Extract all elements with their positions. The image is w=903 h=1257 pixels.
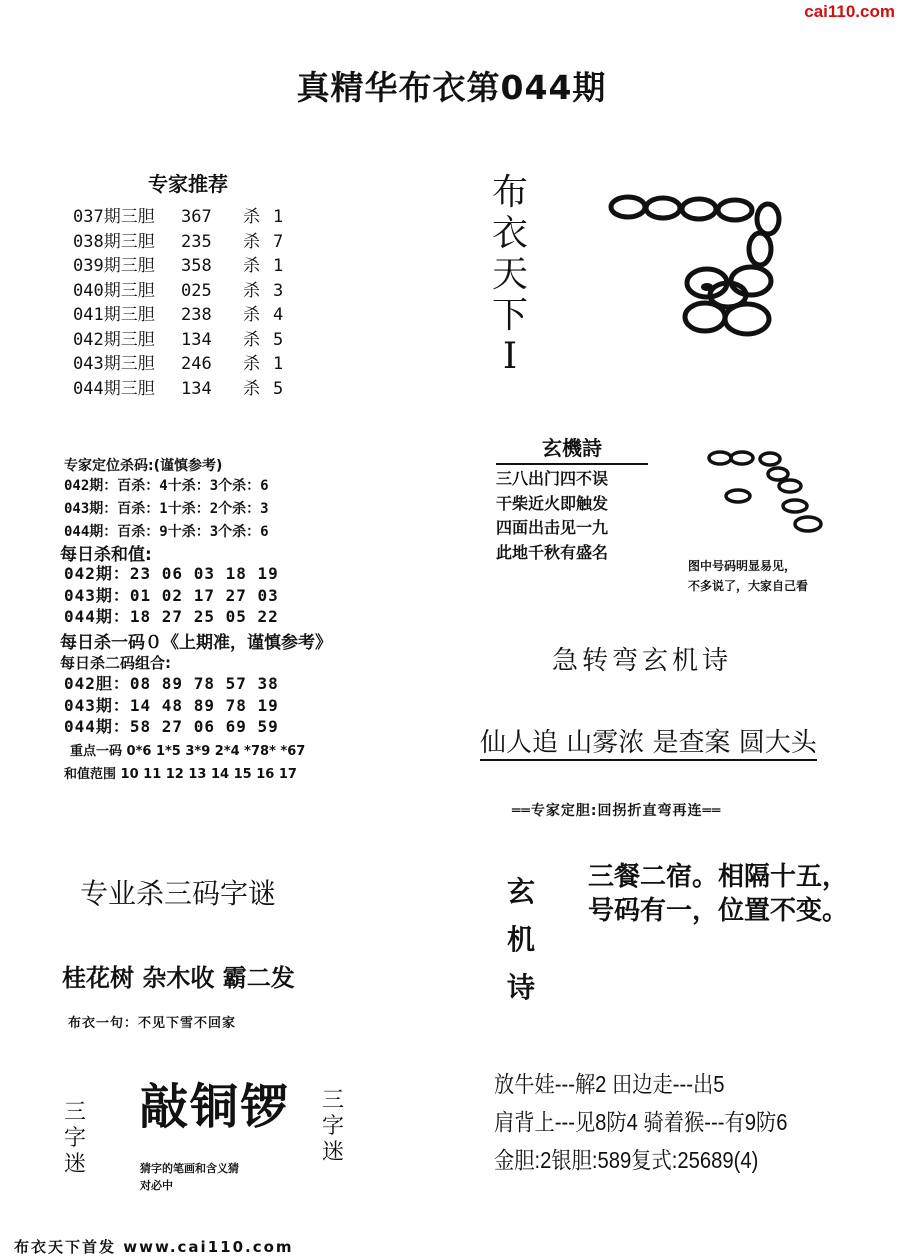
sum-range: 和值范围 10 11 12 13 14 15 16 17	[64, 767, 297, 782]
vertical-char: 机	[506, 923, 535, 956]
poem-line: 四面出击见一九	[496, 518, 609, 537]
qiao-tongluo: 敲铜锣	[140, 1079, 291, 1135]
list-item: 040期三胆 025 杀 3	[73, 280, 284, 301]
list-item: 044期：百杀：9十杀：3个杀：6	[64, 524, 269, 540]
expert-list	[73, 205, 283, 401]
daily-sum-heading: 每日杀和值:	[60, 545, 152, 565]
daily-two-list	[64, 673, 279, 738]
small-ring-picture	[700, 440, 840, 540]
poem-line: 三八出门四不误	[496, 469, 609, 488]
daily-one-heading: 每日杀一码０《上期准，谨慎参考》	[60, 633, 332, 653]
vertical-char: 天	[491, 254, 528, 295]
san-zi-mi-left: 三 字 迷	[64, 1100, 87, 1177]
expert-dan-line: ══专家定胆:回拐折直弯再连══	[512, 803, 722, 819]
list-item: 肩背上---见8防4 骑着猴---有9防6	[494, 1109, 788, 1135]
daily-two-heading: 每日杀二码组合:	[60, 654, 171, 672]
position-kill-heading: 专家定位杀码:(谨慎参考)	[64, 458, 223, 474]
list-item: 042期三胆 134 杀 5	[73, 329, 284, 350]
list-item: 043期：14 48 89 78 19	[64, 695, 279, 715]
list-item: 金胆:2银胆:589复式:25689(4)	[494, 1147, 759, 1173]
list-item: 043期：01 02 17 27 03	[64, 585, 279, 605]
vertical-char: 布	[491, 172, 528, 213]
buyi-sentence: 布衣一句：不见下雪不回家	[68, 1016, 237, 1031]
tianxia-vertical	[487, 172, 533, 377]
xuanji-text: 三餐二宿。相隔十五， 号码有一，位置不变。	[588, 862, 849, 926]
poem-title: 玄機詩	[496, 432, 648, 465]
list-item: 043期：百杀：1十杀：2个杀：3	[64, 501, 269, 517]
riddle-phrase: 桂花树 杂木收 霸二发	[62, 964, 295, 992]
riddle-answers	[494, 1065, 787, 1179]
qiao-note: 猜字的笔画和含义猜 对必中	[140, 1162, 239, 1192]
list-item: 038期三胆 235 杀 7	[73, 231, 284, 252]
list-item: 放牛娃---解2 田边走---出5	[494, 1071, 725, 1097]
site-logo: cai110.com	[804, 2, 895, 21]
vertical-char: 玄	[506, 875, 535, 908]
xuanji-vertical	[504, 868, 538, 1012]
xuanji-poem	[496, 432, 648, 565]
turn-riddle-title: 急转弯玄机诗	[552, 646, 733, 676]
daily-sum-list	[64, 563, 279, 628]
list-item: 042期：23 06 03 18 19	[64, 564, 279, 583]
position-kill-list	[64, 475, 269, 544]
kill-three-title: 专业杀三码字谜	[80, 877, 277, 910]
riddle-line: 仙人追 山雾浓 是查案 圆大头	[480, 722, 817, 761]
list-item: 044期：58 27 06 69 59	[64, 717, 279, 736]
list-item: 041期三胆 238 杀 4	[73, 305, 284, 325]
poem-line: 干柴近火即触发	[496, 493, 609, 513]
expert-section-title: 专家推荐	[148, 172, 228, 196]
list-item: 044期：18 27 25 05 22	[64, 607, 279, 626]
list-item: 044期三胆 134 杀 5	[73, 378, 284, 399]
san-zi-mi-right: 三 字 迷	[322, 1088, 345, 1165]
footer: 布衣天下首发 www.cai110.com	[14, 1238, 294, 1256]
page-title: 真精华布衣第044期	[296, 68, 607, 107]
vertical-char: 诗	[506, 971, 535, 1004]
vertical-char: I	[502, 336, 518, 377]
ring-chain-picture	[600, 185, 790, 345]
key-codes: 重点一码 0*6 1*5 3*9 2*4 *78* *67	[70, 744, 306, 759]
list-item: 042期：百杀：4十杀：3个杀：6	[64, 478, 269, 494]
list-item: 042胆：08 89 78 57 38	[64, 674, 279, 693]
list-item: 039期三胆 358 杀 1	[73, 256, 284, 276]
list-item: 043期三胆 246 杀 1	[73, 354, 284, 374]
vertical-char: 下	[491, 295, 528, 336]
picture-note: 图中号码明显易见， 不多说了，大家自己看	[688, 559, 809, 593]
poem-line: 此地千秋有盛名	[496, 542, 609, 562]
list-item: 037期三胆 367 杀 1	[73, 207, 284, 227]
vertical-char: 衣	[491, 213, 528, 254]
